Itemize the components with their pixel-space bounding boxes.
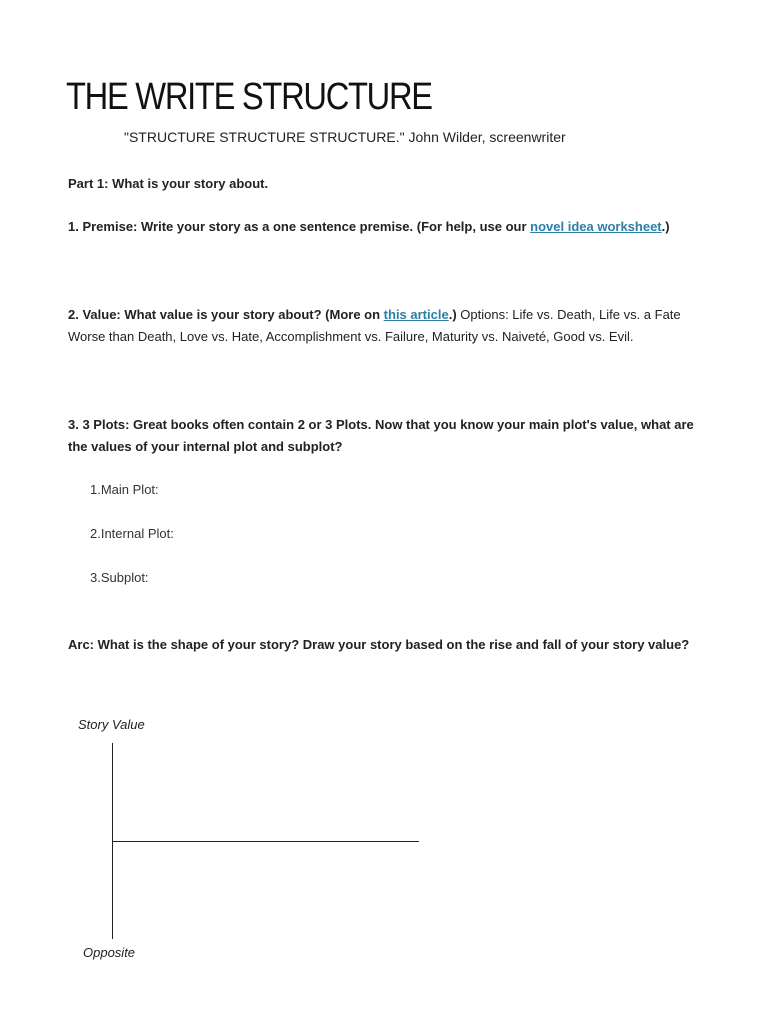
main-plot-item: 1.Main Plot: [90,482,159,497]
quote-attribution: John Wilder, screenwriter [408,129,566,145]
value-question [68,304,708,348]
this-article-link[interactable]: this article [383,307,449,322]
value-text: 2. Value: What value is your story about? (More on [68,307,384,322]
internal-plot-item: 2.Internal Plot: [90,526,174,541]
opposite-label: Opposite [83,945,136,960]
part1-heading: Part 1: What is your story about. [68,176,269,191]
plots-question: 3. 3 Plots: Great books often contain 2 or 3 Plots. Now that you know your main plot's value, what are the values of your internal plot and subplot? [68,417,694,454]
graph-horizontal-axis [112,841,419,842]
story-value-label: Story Value [78,717,145,732]
value-text-end: .) [448,307,457,322]
premise-question [68,216,708,238]
quote-text: "STRUCTURE STRUCTURE STRUCTURE." [124,129,405,145]
page-title: THE WRITE STRUCTURE [66,76,432,118]
arc-question: Arc: What is the shape of your story? Draw your story based on the rise and fall of your story value? [68,637,690,652]
premise-text: 1. Premise: Write your story as a one sentence premise. (For help, use our [68,219,531,234]
premise-text-end: .) [661,219,670,234]
subplot-item: 3.Subplot: [90,570,149,585]
value-options: Options: Life vs. Death, Life vs. a Fate Worse than Death, Love vs. Hate, Accomplishment vs. Failure, Maturity vs. Naiveté, Good vs. Evil. [68,307,681,344]
epigraph-quote [124,129,566,145]
novel-idea-worksheet-link[interactable]: novel idea worksheet [530,219,662,234]
